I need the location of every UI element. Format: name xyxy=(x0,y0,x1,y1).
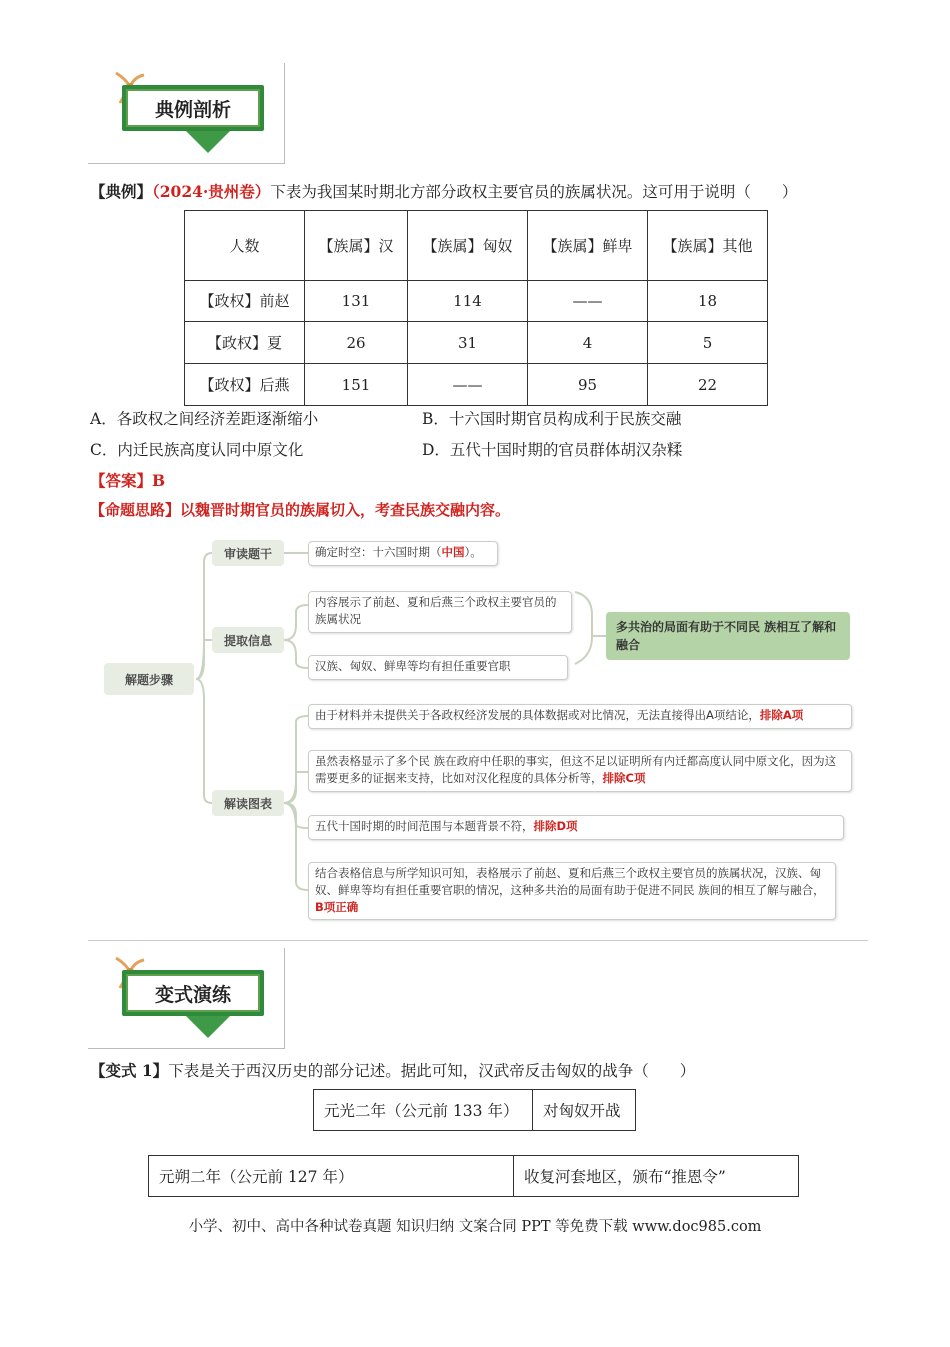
table-cell: —— xyxy=(528,281,648,322)
leaf-text-end: ）。 xyxy=(464,545,482,559)
table-cell: 26 xyxy=(305,322,408,364)
table-cell: 151 xyxy=(305,364,408,406)
variant-question-text: 下表是关于西汉历史的部分记述。据此可知，汉武帝反击匈奴的战争（ ） xyxy=(168,1062,696,1080)
section-divider xyxy=(88,940,868,941)
banner-title: 典例剖析 xyxy=(126,89,260,127)
option-a: A．各政权之间经济差距逐渐缩小 xyxy=(90,410,319,428)
mindmap-leaf xyxy=(308,704,852,729)
banner-tail xyxy=(186,1016,230,1038)
table-header-cell: 【族属】其他 xyxy=(648,211,768,281)
table-cell: 收复河套地区，颁布“推恩令” xyxy=(514,1156,799,1197)
table-header-cell: 【族属】汉 xyxy=(305,211,408,281)
example-question-text: 下表为我国某时期北方部分政权主要官员的族属状况。这可用于说明（ ） xyxy=(270,183,798,201)
example-source: （2024·贵州卷） xyxy=(152,182,271,201)
table-cell: 5 xyxy=(648,322,768,364)
variant-question xyxy=(90,1059,695,1081)
mindmap-branch-interpret: 解读图表 xyxy=(212,790,284,816)
answer: 【答案】B xyxy=(90,471,166,490)
leaf-highlight: B项正确 xyxy=(315,900,359,914)
option-d: D．五代十国时期的官员群体胡汉杂糅 xyxy=(422,441,683,459)
table-cell: 4 xyxy=(528,322,648,364)
table-header-cell: 【族属】鲜卑 xyxy=(528,211,648,281)
mindmap-leaf: 汉族、匈奴、鲜卑等均有担任重要官职 xyxy=(308,655,568,680)
table-header-cell: 人数 xyxy=(185,211,305,281)
leaf-highlight: 排除D项 xyxy=(533,819,578,833)
western-han-table-1 xyxy=(313,1089,636,1131)
table-cell: 31 xyxy=(408,322,528,364)
table-cell: 【政权】前赵 xyxy=(185,281,305,322)
leaf-highlight: 中国 xyxy=(441,545,465,559)
banner-board xyxy=(122,970,264,1016)
table-header-cell: 【族属】匈奴 xyxy=(408,211,528,281)
table-cell: 对匈奴开战 xyxy=(533,1090,636,1131)
table-cell: 95 xyxy=(528,364,648,406)
example-tag: 【典例】 xyxy=(90,182,153,201)
banner-title: 变式演练 xyxy=(126,974,260,1012)
table-cell: —— xyxy=(408,364,528,406)
leaf-text: 虽然表格显示了多个民 族在政府中任职的事实，但这不足以证明所有内迁都高度认同中原文化，因为这需要更多的证据来支持，比如对汉化程度的具体分析等， xyxy=(315,754,837,785)
table-cell: 【政权】夏 xyxy=(185,322,305,364)
option-c: C．内迁民族高度认同中原文化 xyxy=(90,441,304,459)
table-cell: 元朔二年（公元前 127 年） xyxy=(149,1156,514,1197)
leaf-text: 五代十国时期的时间范围与本题背景不符， xyxy=(315,819,534,833)
table-cell: 22 xyxy=(648,364,768,406)
option-b: B．十六国时期官员构成利于民族交融 xyxy=(422,410,682,428)
leaf-text: 由于材料并未提供关于各政权经济发展的具体数据或对比情况，无法直接得出A项结论， xyxy=(315,708,760,722)
table-row xyxy=(149,1156,799,1197)
variant-tag: 【变式 1】 xyxy=(90,1061,169,1080)
leaf-text: 结合表格信息与所学知识可知，表格展示了前赵、夏和后燕三个政权主要官员的族属状况，汉族、匈奴、鲜卑等均有担任重要官职的情况，这种多共治的局面有助于促进不同民 族间的相互了解与融合， xyxy=(315,866,825,897)
leaf-highlight: 排除C项 xyxy=(602,771,646,785)
mindmap-branch-read: 审读题干 xyxy=(212,540,284,566)
proposition-idea: 【命题思路】以魏晋时期官员的族属切入，考查民族交融内容。 xyxy=(90,501,511,519)
mindmap-leaf xyxy=(308,541,498,566)
table-cell: 【政权】后燕 xyxy=(185,364,305,406)
table-cell: 131 xyxy=(305,281,408,322)
leaf-highlight: 排除A项 xyxy=(759,708,804,722)
table-cell: 18 xyxy=(648,281,768,322)
table-cell: 元光二年（公元前 133 年） xyxy=(314,1090,533,1131)
mindmap-leaf xyxy=(308,750,852,792)
mindmap-leaf xyxy=(308,862,836,920)
leaf-text: 确定时空：十六国时期（ xyxy=(315,545,442,559)
page-footer: 小学、初中、高中各种试卷真题 知识归纳 文案合同 PPT 等免费下载 www.doc985.com xyxy=(188,1219,762,1235)
western-han-table-2 xyxy=(148,1155,799,1197)
section-banner-variant xyxy=(88,948,288,1058)
mindmap-branch-extract: 提取信息 xyxy=(212,627,284,653)
mindmap-leaf: 内容展示了前赵、夏和后燕三个政权主要官员的族属状况 xyxy=(308,591,572,633)
table-cell: 114 xyxy=(408,281,528,322)
mindmap-root: 解题步骤 xyxy=(104,663,194,695)
mindmap-leaf xyxy=(308,815,844,840)
mindmap-summary: 多共治的局面有助于不同民 族相互了解和融合 xyxy=(606,612,850,660)
table-row xyxy=(314,1090,636,1131)
